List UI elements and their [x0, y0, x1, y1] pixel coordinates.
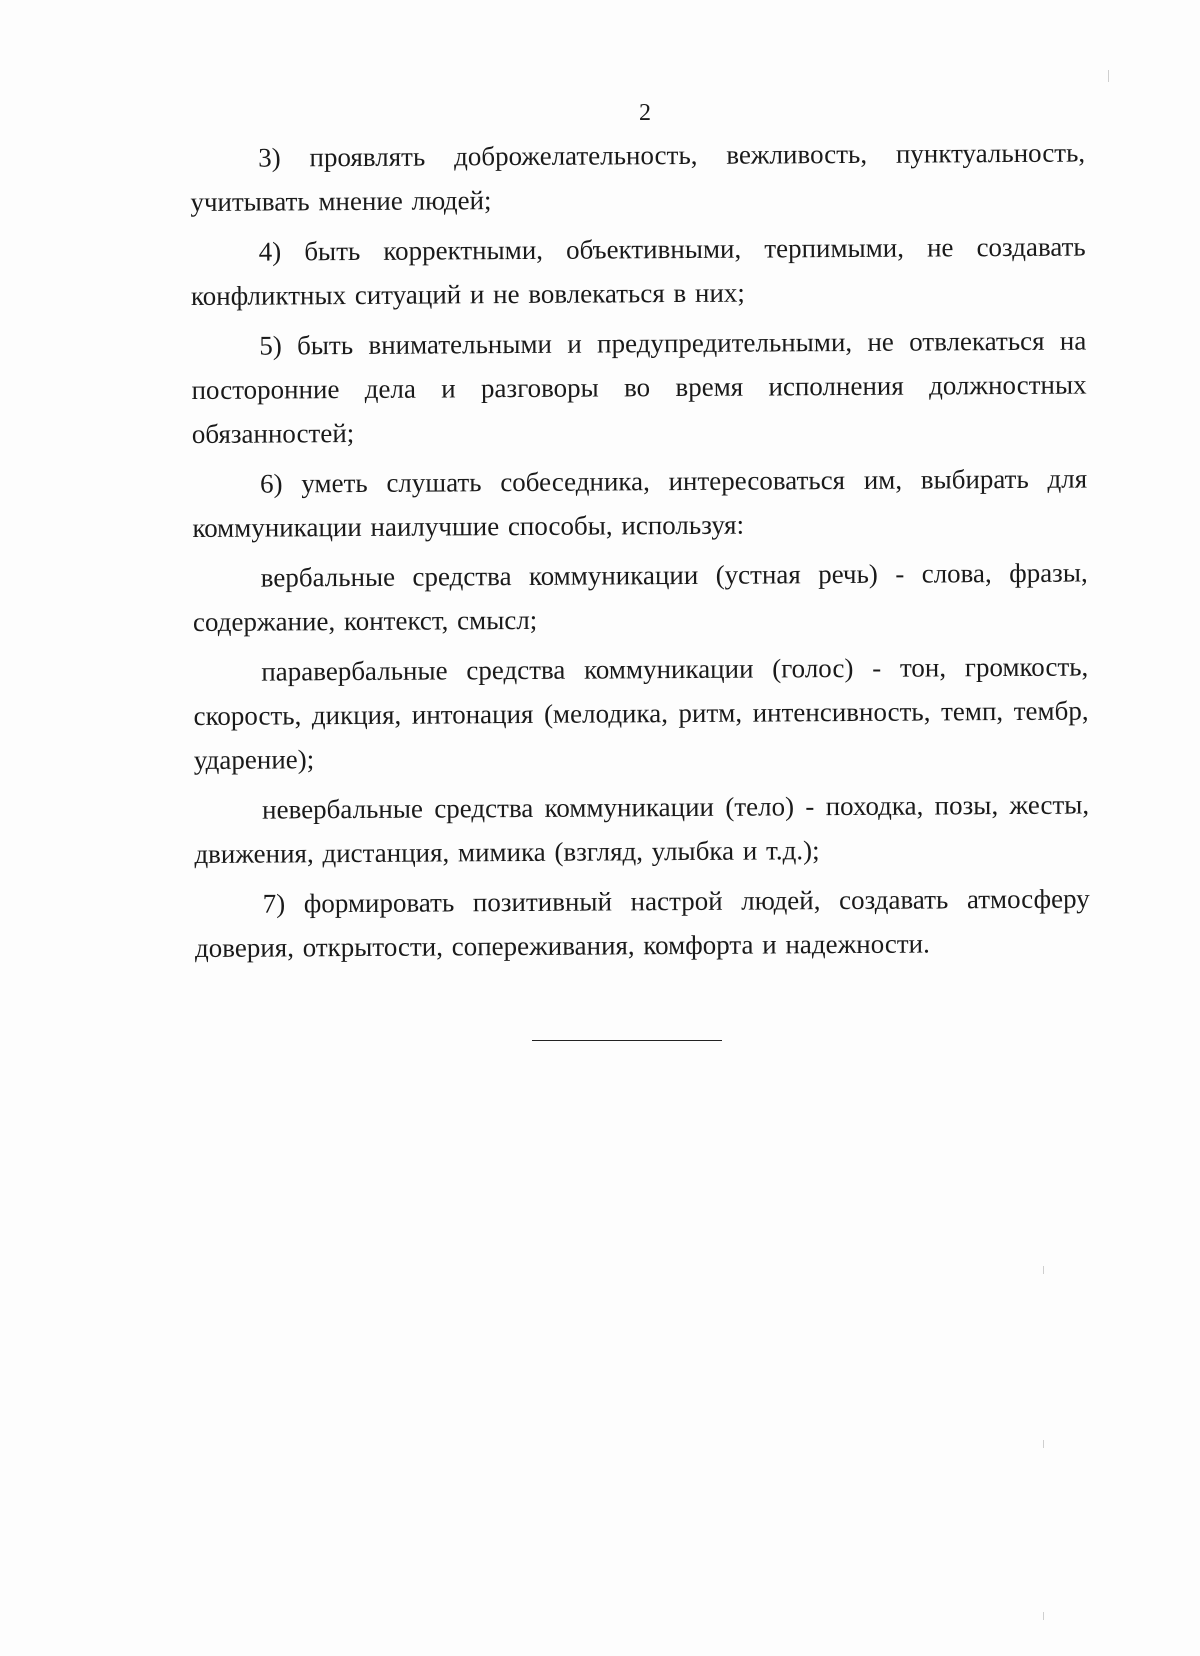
paragraph-item-3: 3) проявлять доброжелательность, вежливость, пунктуальность, учитывать мнение людей; — [190, 137, 1086, 217]
end-divider — [532, 1040, 722, 1041]
paragraph-verbal-means: вербальные средства коммуникации (устная речь) - слова, фразы, содержание, контекст, смысл; — [192, 557, 1088, 637]
scan-mark — [1108, 70, 1109, 82]
scan-mark — [1043, 1440, 1044, 1448]
paragraph-nonverbal-means: невербальные средства коммуникации (тело) - походка, позы, жесты, движения, дистанция, мимика (взгляд, улыбка и т.д.); — [194, 789, 1090, 869]
paragraph-paraverbal-means: паравербальные средства коммуникации (голос) - тон, громкость, скорость, дикция, интонация (мелодика, ритм, интенсивность, темп, тембр, ударение); — [193, 651, 1089, 775]
page-number: 2 — [639, 100, 651, 126]
paragraph-item-7: 7) формировать позитивный настрой людей, создавать атмосферу доверия, открытости, сопереживания, комфорта и надежности. — [194, 883, 1090, 963]
document-body — [190, 131, 1090, 976]
scan-mark — [1043, 1266, 1044, 1274]
paragraph-item-5: 5) быть внимательными и предупредительными, не отвлекаться на посторонние дела и разговоры во время исполнения должностных обязанностей; — [191, 325, 1087, 449]
scan-mark — [1043, 1612, 1044, 1620]
paragraph-item-6: 6) уметь слушать собеседника, интересоваться им, выбирать для коммуникации наилучшие способы, используя: — [192, 463, 1088, 543]
paragraph-item-4: 4) быть корректными, объективными, терпимыми, не создавать конфликтных ситуаций и не вовлекаться в них; — [190, 231, 1086, 311]
